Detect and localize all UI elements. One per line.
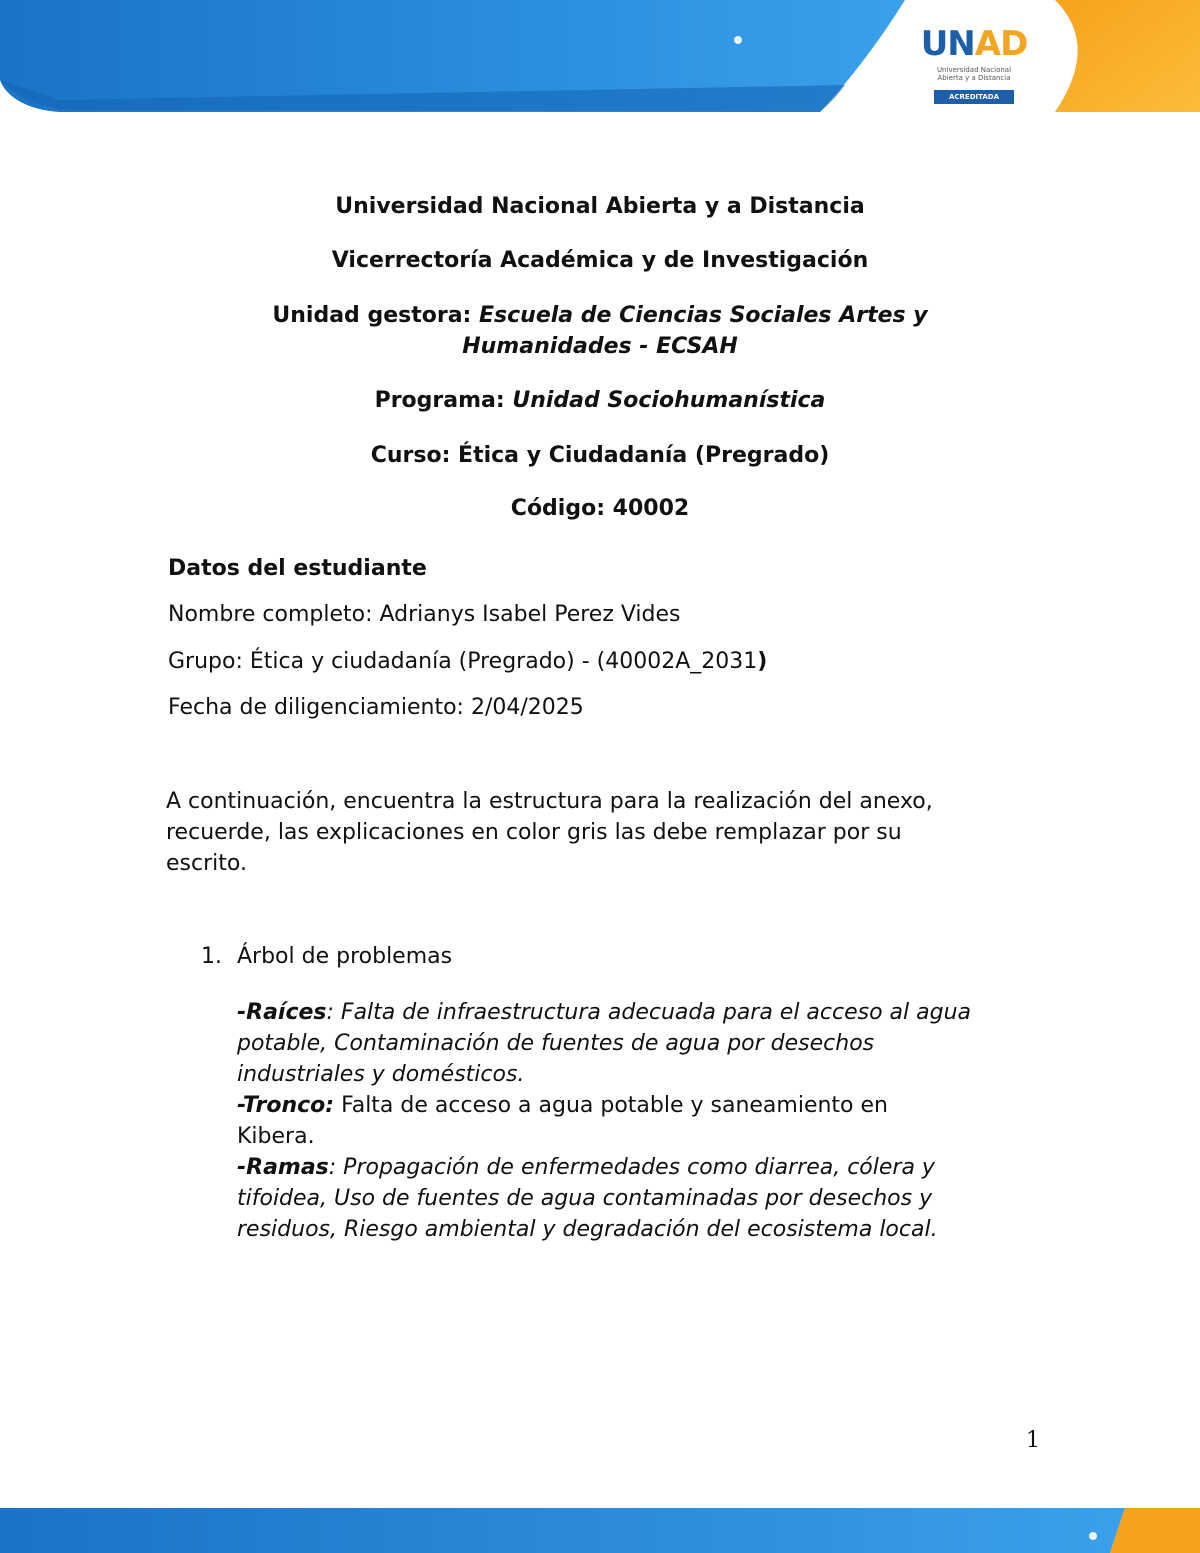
codigo: Código: 40002 (510, 496, 690, 521)
programa: Programa: Unidad Sociohumanística (374, 388, 826, 413)
list-number: 1. (201, 944, 222, 969)
accreditation-badge: ACREDITADA (934, 90, 1014, 104)
page-number: 1 (1026, 1428, 1040, 1453)
footer-banner (0, 1508, 1200, 1553)
vicerrectoria: Vicerrectoría Académica y de Investigación (331, 248, 869, 273)
section-title: Árbol de problemas (237, 944, 453, 969)
unidad-gestora-cont: Humanidades - ECSAH (462, 334, 738, 359)
unidad-gestora: Unidad gestora: Escuela de Ciencias Sociales Artes y (272, 303, 928, 328)
intro-paragraph: A continuación, encuentra la estructura para la realización del anexo, recuerde, las explicaciones en color gris las debe remplazar por su escrito. (166, 789, 933, 876)
student-group: Grupo: Ética y ciudadanía (Pregrado) - (40002A_2031) (168, 649, 768, 674)
logo-subtitle: Universidad Nacional Abierta y a Distancia (936, 66, 1012, 82)
university-name: Universidad Nacional Abierta y a Distancia (335, 194, 865, 219)
curso: Curso: Ética y Ciudadanía (Pregrado) (370, 443, 830, 468)
fill-date: Fecha de diligenciamiento: 2/04/2025 (168, 695, 584, 720)
problem-tree-content: -Raíces: Falta de infraestructura adecuada para el acceso al agua potable, Contaminación de fuentes de agua por desechos industriales y domésticos. -Tronco: Falta de acceso a agua potable y saneamiento en Kibera. -Ramas: Propagación de enfermedades como diarrea, cólera y tifoidea, Uso de fuentes de agua contaminadas por desechos y residuos, Riesgo ambiental y degradación del ecosistema local. (237, 1000, 972, 1242)
student-name: Nombre completo: Adrianys Isabel Perez Vides (168, 602, 681, 627)
unad-logo: UNAD Universidad Nacional Abierta y a Distancia ACREDITADA (910, 14, 1038, 108)
student-heading: Datos del estudiante (168, 556, 427, 581)
